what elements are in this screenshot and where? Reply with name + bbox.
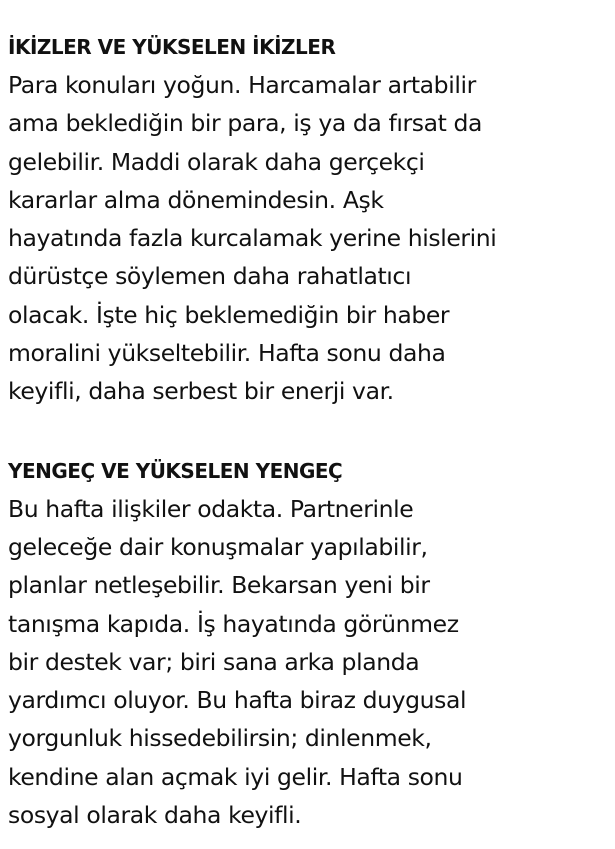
text-line: planlar netleşebilir. Bekarsan yeni bir: [8, 571, 430, 600]
text-line: keyifli, daha serbest bir enerji var.: [8, 377, 394, 406]
text-line: Bu hafta ilişkiler odakta. Partnerinle: [8, 494, 414, 523]
text-line: gelebilir. Maddi olarak daha gerçekçi: [8, 147, 425, 176]
text-line: hayatında fazla kurcalamak yerine hislerini: [8, 224, 497, 253]
section-ikizler: [8, 34, 608, 411]
text-line: kararlar alma dönemindesin. Aşk: [8, 185, 384, 214]
text-line: ama beklediğin bir para, iş ya da fırsat da: [8, 109, 483, 138]
text-line: yorgunluk hissedebilirsin; dinlenmek,: [8, 724, 432, 753]
section-yengec: [8, 458, 608, 835]
text-line: bir destek var; biri sana arka planda: [8, 647, 420, 676]
section-heading: YENGEÇ VE YÜKSELEN YENGEÇ: [8, 458, 343, 483]
text-line: yardımcı oluyor. Bu hafta biraz duygusal: [8, 686, 467, 715]
text-line: geleceğe dair konuşmalar yapılabilir,: [8, 532, 428, 561]
text-line: moralini yükseltebilir. Hafta sonu daha: [8, 339, 446, 368]
text-line: Para konuları yoğun. Harcamalar artabilir: [8, 71, 476, 99]
section-body: [8, 490, 608, 835]
section-body: [8, 66, 608, 411]
text-line: sosyal olarak daha keyifli.: [8, 801, 302, 830]
text-line: kendine alan açmak iyi gelir. Hafta sonu: [8, 762, 463, 791]
section-heading: İKİZLER VE YÜKSELEN İKİZLER: [8, 35, 336, 59]
text-line: tanışma kapıda. İş hayatında görünmez: [8, 609, 459, 638]
horoscope-article: [8, 34, 608, 834]
text-line: dürüstçe söylemen daha rahatlatıcı: [8, 262, 412, 291]
text-line: olacak. İşte hiç beklemediğin bir haber: [8, 300, 450, 329]
